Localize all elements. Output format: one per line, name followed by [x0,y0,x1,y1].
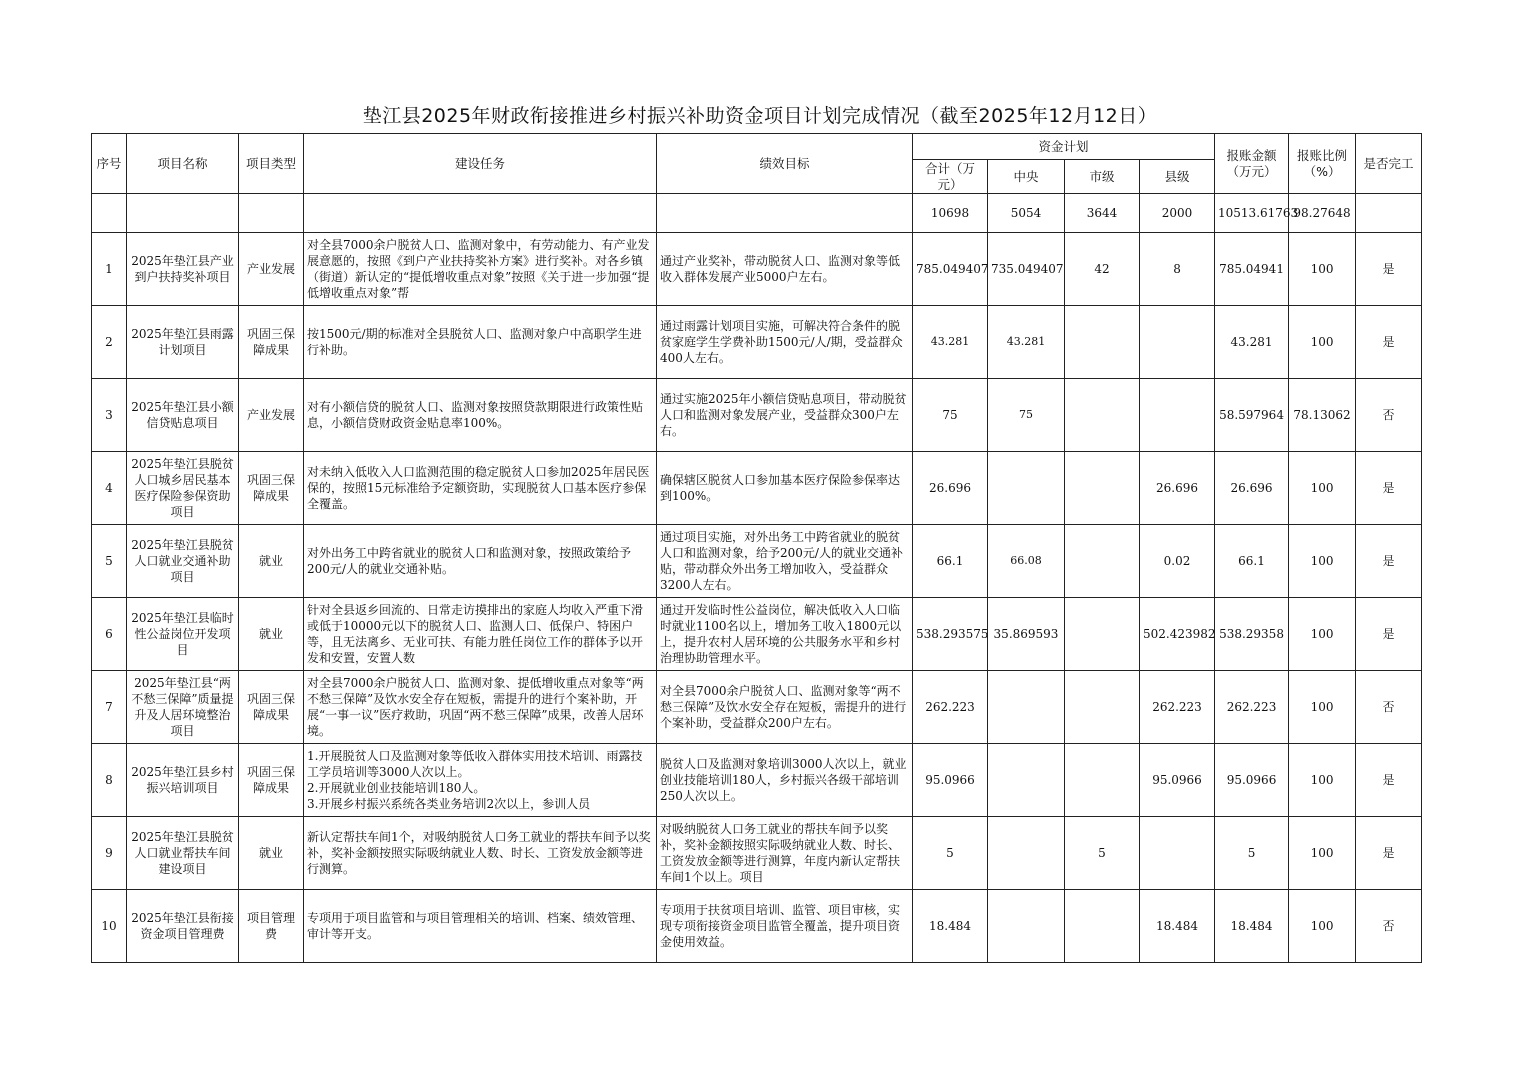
cell-type-text: 产业发展 [246,408,295,422]
cell-reimbursed [1215,379,1289,452]
cell-county [1140,817,1215,890]
cell-goal-text: 通过项目实施，对外出务工中跨省就业的脱贫人口和监测对象，给予200元/人的就业交通补贴，带动群众外出务工增加收入，受益群众3200人左右。 [660,530,903,592]
cell-seq-text: 10 [101,919,117,933]
cell-city [1065,890,1140,963]
cell-ratio [1289,379,1356,452]
cell-name-text: 2025年垫江县衔接资金项目管理费 [131,911,234,941]
cell-seq-text: 2 [105,335,113,349]
cell-task [304,817,657,890]
cell-type-text: 就业 [258,846,283,860]
cell-total-text: 43.281 [930,335,970,348]
cell-ratio [1289,671,1356,744]
cell-ratio [1289,452,1356,525]
cell-reimbursed [1215,890,1289,963]
cell-reimbursed-text: 58.597964 [1219,408,1284,422]
cell-total [913,306,988,379]
cell-central [988,306,1065,379]
cell-task [304,890,657,963]
cell-done [1356,817,1422,890]
cell-ratio-text: 100 [1310,846,1334,860]
cell-total-text: 5 [946,846,954,860]
cell-type [239,525,304,598]
cell-seq-text: 7 [105,700,113,714]
cell-task-text: 对有小额信贷的脱贫人口、监测对象按照贷款期限进行政策性贴息，小额信贷财政资金贴息率100%。 [307,400,644,430]
cell-reimbursed-text: 66.1 [1238,554,1265,568]
cell-type [239,233,304,306]
cell-task-text: 新认定帮扶车间1个，对吸纳脱贫人口务工就业的帮扶车间予以奖补，奖补金额按照实际吸纳就业人数、时长、工资发放金额等进行测算。 [307,830,651,876]
cell-name-text: 2025年垫江县雨露计划项目 [131,327,234,357]
cell-name-text: 2025年垫江县小额信贷贴息项目 [131,400,234,430]
cell-goal-text: 对全县7000余户脱贫人口、监测对象等“两不愁三保障”及饮水安全存在短板，需提升的进行个案补助，受益群众200户左右。 [660,684,907,730]
cell-ratio-text: 100 [1310,919,1334,933]
cell-task [304,525,657,598]
cell-reimbursed-text: 18.484 [1230,919,1273,933]
cell-total-text: 18.484 [929,919,971,933]
cell-total-text: 262.223 [925,700,975,714]
cell-type-text: 巩固三保障成果 [246,692,295,722]
cell-ratio-text: 100 [1310,700,1334,714]
cell-county-text: 502.423982 [1143,627,1216,641]
table-row [92,890,1422,963]
cell-type [239,890,304,963]
cell-county-text: 0.02 [1163,554,1191,568]
header-name: 项目名称 [127,134,239,194]
cell-task-text: 专项用于项目监管和与项目管理相关的培训、档案、绩效管理、审计等开支。 [307,911,644,941]
cell-county [1140,598,1215,671]
cell-central [988,379,1065,452]
cell-county [1140,744,1215,817]
cell-type-text: 巩固三保障成果 [246,327,295,357]
cell-city [1065,306,1140,379]
cell-seq [92,233,127,306]
cell-seq [92,452,127,525]
cell-central [988,744,1065,817]
cell-central [988,452,1065,525]
cell-done-text: 是 [1382,773,1395,787]
cell-name [127,890,239,963]
header-fund-plan: 资金计划 [913,134,1215,160]
cell-total-text: 538.293575 [916,627,989,641]
table-row [92,525,1422,598]
cell-done-text: 否 [1382,919,1395,933]
cell-done-text: 是 [1382,481,1395,495]
cell-type-text: 产业发展 [246,262,295,276]
cell-task [304,379,657,452]
cell-reimbursed-text: 43.281 [1230,335,1273,349]
cell-ratio [1289,233,1356,306]
cell-seq [92,817,127,890]
cell-type-text: 就业 [258,554,283,568]
header-county: 县级 [1140,160,1215,194]
cell-city [1065,525,1140,598]
cell-done [1356,598,1422,671]
cell-reimbursed [1215,744,1289,817]
cell-county [1140,525,1215,598]
cell-task-text: 对全县7000余户脱贫人口、监测对象、提低增收重点对象等“两不愁三保障”及饮水安全存在短板，需提升的进行个案补助，开展“一事一议”医疗救助，巩固“两不愁三保障”成果，改善人居环境。 [307,676,644,738]
cell-reimbursed-text: 95.0966 [1226,773,1277,787]
cell-total [913,890,988,963]
cell-goal [657,306,913,379]
cell-central [988,233,1065,306]
cell-type [239,379,304,452]
cell-central-text: 43.281 [1006,335,1046,348]
cell-total-text: 95.0966 [925,773,975,787]
totals-county: 2000 [1140,194,1215,233]
cell-name-text: 2025年垫江县脱贫人口城乡居民基本医疗保险参保资助项目 [131,457,234,519]
cell-seq [92,671,127,744]
cell-county [1140,452,1215,525]
cell-county-text: 262.223 [1152,700,1202,714]
cell-task [304,233,657,306]
totals-reimbursed: 10513.61763 [1215,194,1289,233]
cell-done-text: 是 [1382,335,1395,349]
header-goal: 绩效目标 [657,134,913,194]
cell-seq [92,525,127,598]
cell-goal-text: 通过雨露计划项目实施，可解决符合条件的脱贫家庭学生学费补助1500元/人/期，受益群众400人左右。 [660,319,903,365]
cell-ratio [1289,306,1356,379]
cell-city-text: 5 [1098,846,1106,860]
cell-type-text: 就业 [258,627,283,641]
cell-seq-text: 1 [105,262,113,276]
cell-reimbursed [1215,598,1289,671]
cell-central-text: 735.049407 [991,262,1064,276]
cell-central-text: 75 [1019,408,1033,421]
cell-task [304,671,657,744]
cell-done [1356,379,1422,452]
header-reimbursed: 报账金额（万元） [1215,134,1289,194]
cell-seq-text: 5 [105,554,113,568]
cell-ratio-text: 100 [1310,481,1334,495]
totals-city: 3644 [1065,194,1140,233]
cell-reimbursed [1215,817,1289,890]
cell-done-text: 是 [1382,554,1395,568]
cell-task [304,598,657,671]
totals-task [304,194,657,233]
cell-total [913,525,988,598]
cell-reimbursed [1215,306,1289,379]
header-ratio: 报账比例（%） [1289,134,1356,194]
cell-goal [657,890,913,963]
totals-ratio: 98.27648 [1289,194,1356,233]
cell-goal [657,671,913,744]
cell-ratio [1289,817,1356,890]
cell-goal-text: 专项用于扶贫项目培训、监管、项目审核，实现专项衔接资金项目监管全覆盖，提升项目资金使用效益。 [660,903,901,949]
cell-type-text: 巩固三保障成果 [246,765,295,795]
cell-goal [657,744,913,817]
cell-task-text: 对外出务工中跨省就业的脱贫人口和监测对象，按照政策给予200元/人的就业交通补贴。 [307,546,632,576]
cell-seq-text: 9 [105,846,113,860]
cell-reimbursed-text: 5 [1247,846,1256,860]
cell-done [1356,233,1422,306]
cell-city [1065,671,1140,744]
cell-type [239,452,304,525]
cell-total [913,671,988,744]
header-total: 合计（万元） [913,160,988,194]
cell-task [304,306,657,379]
cell-goal-text: 对吸纳脱贫人口务工就业的帮扶车间予以奖补，奖补金额按照实际吸纳就业人数、时长、工资发放金额等进行测算，年度内新认定帮扶车间1个以上。项目 [660,822,901,884]
table-row [92,452,1422,525]
cell-reimbursed-text: 785.04941 [1219,262,1284,276]
cell-type [239,671,304,744]
cell-goal-text: 通过产业奖补，带动脱贫人口、监测对象等低收入群体发展产业5000户左右。 [660,254,901,284]
cell-seq-text: 6 [105,627,113,641]
cell-name [127,233,239,306]
cell-county [1140,890,1215,963]
cell-county-text: 95.0966 [1152,773,1202,787]
cell-goal-text: 脱贫人口及监测对象培训3000人次以上，就业创业技能培训180人，乡村振兴各级干部培训250人次以上。 [660,757,907,803]
totals-seq [92,194,127,233]
cell-goal [657,598,913,671]
cell-city [1065,817,1140,890]
cell-type [239,306,304,379]
cell-type [239,817,304,890]
totals-total: 10698 [913,194,988,233]
cell-goal [657,817,913,890]
cell-reimbursed-text: 26.696 [1230,481,1273,495]
cell-name [127,817,239,890]
header-done: 是否完工 [1356,134,1422,194]
cell-task [304,452,657,525]
cell-total-text: 75 [942,408,958,422]
table-row [92,233,1422,306]
cell-name-text: 2025年垫江县脱贫人口就业帮扶车间建设项目 [131,830,234,876]
table-row [92,817,1422,890]
cell-total [913,452,988,525]
cell-total [913,744,988,817]
cell-city-text: 42 [1094,262,1110,276]
cell-name [127,525,239,598]
cell-ratio-text: 100 [1310,262,1334,276]
totals-central: 5054 [988,194,1065,233]
cell-task-text: 对全县7000余户脱贫人口、监测对象中，有劳动能力、有产业发展意愿的，按照《到户产业扶持奖补方案》进行奖补。对各乡镇（街道）新认定的“提低增收重点对象”按照《关于进一步加强“提低增收重点对象”帮 [307,238,650,300]
cell-city [1065,744,1140,817]
table-row [92,306,1422,379]
totals-row [92,194,1422,233]
cell-name [127,306,239,379]
table-row [92,598,1422,671]
table-row [92,379,1422,452]
cell-name-text: 2025年垫江县脱贫人口就业交通补助项目 [131,538,234,584]
cell-county [1140,306,1215,379]
cell-seq [92,890,127,963]
cell-city [1065,379,1140,452]
cell-total-text: 785.049407 [916,262,989,276]
totals-type [239,194,304,233]
cell-task-text: 针对全县返乡回流的、日常走访摸排出的家庭人均收入严重下滑或低于10000元以下的脱贫人口、监测人口、低保户、特困户等，且无法离乡、无业可扶、有能力胜任岗位工作的群体予以开发和安置，安置人数 [307,603,644,665]
cell-name [127,452,239,525]
cell-name-text: 2025年垫江县“两不愁三保障”质量提升及人居环境整治项目 [131,676,234,738]
cell-goal-text: 通过实施2025年小额信贷贴息项目，带动脱贫人口和监测对象发展产业，受益群众300户左右。 [660,392,907,438]
header-central: 中央 [988,160,1065,194]
cell-ratio-text: 78.13062 [1293,408,1351,422]
cell-done-text: 否 [1382,700,1395,714]
cell-county [1140,671,1215,744]
cell-done [1356,525,1422,598]
cell-total [913,233,988,306]
cell-ratio [1289,525,1356,598]
header-city: 市级 [1065,160,1140,194]
cell-county [1140,379,1215,452]
cell-city [1065,598,1140,671]
header-seq: 序号 [92,134,127,194]
cell-seq [92,744,127,817]
cell-type [239,598,304,671]
cell-seq-text: 3 [105,408,113,422]
cell-total [913,379,988,452]
cell-type [239,744,304,817]
table-row [92,744,1422,817]
cell-done [1356,306,1422,379]
cell-goal [657,525,913,598]
cell-central-text: 35.869593 [993,627,1059,641]
cell-done-text: 是 [1382,627,1395,641]
cell-ratio [1289,744,1356,817]
cell-county-text: 26.696 [1156,481,1198,495]
cell-name [127,671,239,744]
page-title: 垫江县2025年财政衔接推进乡村振兴补助资金项目计划完成情况（截至2025年12月12日） [362,105,1158,127]
cell-done [1356,744,1422,817]
cell-ratio-text: 100 [1310,335,1334,349]
totals-done [1356,194,1422,233]
cell-goal [657,233,913,306]
cell-name [127,379,239,452]
cell-seq [92,379,127,452]
header-task: 建设任务 [304,134,657,194]
cell-done-text: 是 [1382,262,1395,276]
cell-name [127,744,239,817]
cell-reimbursed-text: 262.223 [1226,700,1277,714]
cell-name-text: 2025年垫江县乡村振兴培训项目 [131,765,234,795]
cell-ratio-text: 100 [1310,773,1334,787]
header-type: 项目类型 [239,134,304,194]
cell-county-text: 8 [1173,262,1181,276]
cell-done [1356,890,1422,963]
cell-ratio [1289,598,1356,671]
cell-ratio-text: 100 [1310,554,1334,568]
cell-county [1140,233,1215,306]
cell-done [1356,671,1422,744]
cell-reimbursed [1215,525,1289,598]
cell-seq [92,598,127,671]
cell-reimbursed-text: 538.29358 [1219,627,1284,641]
cell-total [913,817,988,890]
cell-city [1065,452,1140,525]
cell-done [1356,452,1422,525]
cell-reimbursed [1215,671,1289,744]
fund-table [91,133,1422,963]
cell-name [127,598,239,671]
totals-name [127,194,239,233]
cell-central [988,817,1065,890]
cell-goal-text: 通过开发临时性公益岗位，解决低收入人口临时就业1100名以上，增加务工收入1800元以上，提升农村人居环境的公共服务水平和乡村治理协助管理水平。 [660,603,902,665]
cell-done-text: 是 [1382,846,1395,860]
cell-goal [657,452,913,525]
cell-ratio-text: 100 [1310,627,1334,641]
cell-task-text: 1.开展脱贫人口及监测对象等低收入群体实用技术培训、雨露技工学员培训等3000人次以上。 2.开展就业创业技能培训180人。 3.开展乡村振兴系统各类业务培训2次以上，参训人员 [307,749,643,811]
cell-reimbursed [1215,233,1289,306]
table-row [92,671,1422,744]
cell-central-text: 66.08 [1010,554,1042,567]
cell-county-text: 18.484 [1156,919,1198,933]
cell-central [988,890,1065,963]
cell-central [988,598,1065,671]
cell-task-text: 对未纳入低收入人口监测范围的稳定脱贫人口参加2025年居民医保的，按照15元标准给予定额资助，实现脱贫人口基本医疗参保全覆盖。 [307,465,650,511]
cell-name-text: 2025年垫江县产业到户扶持奖补项目 [131,254,234,284]
cell-seq-text: 8 [105,773,113,787]
cell-goal [657,379,913,452]
cell-task-text: 按1500元/期的标准对全县脱贫人口、监测对象户中高职学生进行补助。 [307,327,642,357]
cell-ratio [1289,890,1356,963]
cell-task [304,744,657,817]
cell-reimbursed [1215,452,1289,525]
cell-type-text: 巩固三保障成果 [246,473,295,503]
totals-goal [657,194,913,233]
cell-total-text: 26.696 [929,481,971,495]
cell-type-text: 项目管理费 [246,911,295,941]
cell-central [988,525,1065,598]
cell-city [1065,233,1140,306]
cell-seq [92,306,127,379]
cell-done-text: 否 [1382,408,1395,422]
cell-seq-text: 4 [105,481,113,495]
cell-total-text: 66.1 [936,554,964,568]
cell-total [913,598,988,671]
cell-goal-text: 确保辖区脱贫人口参加基本医疗保险参保率达到100%。 [660,473,901,503]
cell-central [988,671,1065,744]
cell-name-text: 2025年垫江县临时性公益岗位开发项目 [131,611,234,657]
